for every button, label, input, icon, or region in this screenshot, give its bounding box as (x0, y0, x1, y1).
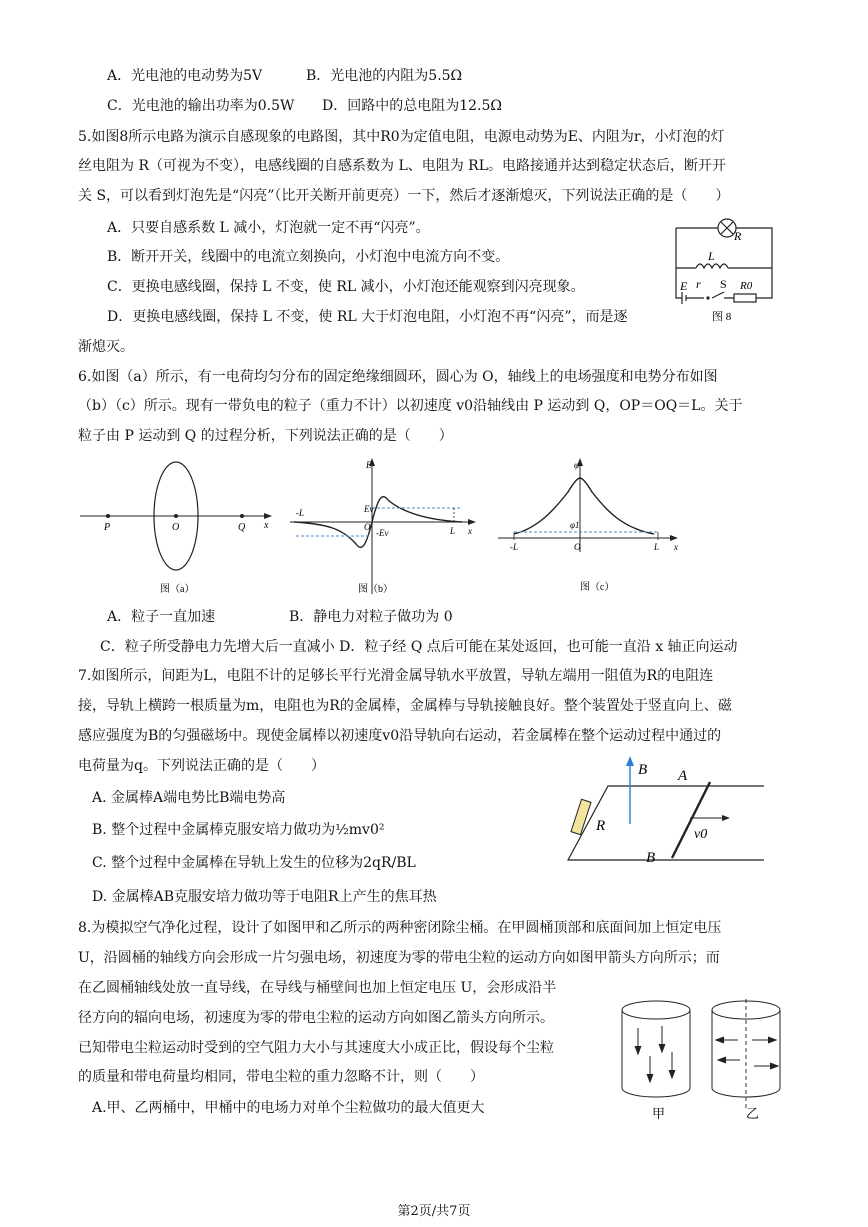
fig-b-y-axis-label: E (366, 460, 372, 470)
q6-option-b: B．静电力对粒子做功为 0 (289, 609, 453, 625)
q5-stem-line2: 丝电阻为 R（可视为不变），电感线圈的自感系数为 L、电阻为 RL。电路接通并达到稳定状态后，断开开 (78, 158, 727, 174)
fig-c-y-axis-label: φ (574, 460, 579, 470)
q7-stem-line4: 电荷量为q。下列说法正确的是（ ） (78, 758, 325, 774)
q7-option-d: D. 金属棒AB克服安培力做功等于电阻R上产生的焦耳热 (92, 889, 437, 905)
figure-b-field (286, 456, 482, 600)
fig-b-x-axis-label: x (468, 526, 472, 536)
q6-stem-line3: 粒子由 P 运动到 Q 的过程分析，下列说法正确的是（ ） (78, 428, 453, 444)
fig-a-x-axis-label: x (264, 520, 269, 531)
q5-stem-line3: 关 S，可以看到灯泡先是“闪亮”（比开关断开前更亮）一下，然后才逐渐熄灭，下列说法正确的是（ ） (78, 188, 730, 204)
fig-c-phi1-label: φ1 (570, 520, 580, 530)
q7-option-a: A. 金属棒A端电势比B端电势高 (92, 790, 286, 806)
fig-c-caption: 图（c） (580, 582, 615, 593)
fig7-end-a-label: A (678, 768, 688, 784)
q6-options-c-d: C．粒子所受静电力先增大后一直减小 D．粒子经 Q 点后可能在某处返回，也可能一直沿 x 轴正向运动 (100, 639, 738, 655)
q4-option-a: A．光电池的电动势为5V (107, 68, 263, 84)
fig-a-caption: 图（a） (160, 584, 195, 595)
fig7-end-b-label: B (646, 850, 656, 866)
page-footer: 第2页/共7页 (397, 1204, 471, 1219)
q5-stem-line1: 5.如图8所示电路为演示自感现象的电路图，其中R0为定值电阻，电源电动势为E、内阻为r，小灯泡的灯 (78, 129, 725, 145)
fig-a-point-o: O (172, 522, 180, 533)
fig8-r0-label: R0 (740, 280, 753, 292)
figure-8-circuit (668, 212, 780, 324)
figure-c-potential (494, 456, 684, 600)
fig-c-l-label: L (654, 542, 660, 552)
q7-stem-line3: 感应强度为B的匀强磁场中。现使金属棒以初速度v0沿导轨向右运动，若金属棒在整个运动过程中通过的 (78, 728, 722, 744)
fig-b-l-label: L (450, 526, 456, 536)
q7-stem-line1: 7.如图所示，间距为L，电阻不计的足够长平行光滑金属导轨水平放置，导轨左端用一阻值为R的电阻连 (78, 668, 714, 684)
q4-option-b: B．光电池的内阻为5.5Ω (306, 68, 463, 84)
q8-stem-line1: 8.为模拟空气净化过程，设计了如图甲和乙所示的两种密闭除尘桶。在甲圆桶顶部和底面间加上恒定电压 (78, 920, 722, 936)
fig8-internal-resistance-label: r (696, 277, 701, 291)
fig8-switch-label: S (720, 277, 727, 291)
fig-b-neg-l-label: -L (296, 508, 305, 518)
fig8-caption: 图 8 (712, 311, 732, 323)
q6-option-a: A．粒子一直加速 (107, 609, 216, 625)
q8-stem-line6: 的质量和带电荷量均相同，带电尘粒的重力忽略不计，则（ ） (78, 1069, 484, 1085)
fig8-jia-caption: 甲 (652, 1106, 666, 1121)
q8-stem-line5: 已知带电尘粒运动时受到的空气阻力大小与其速度大小成正比，假设每个尘粒 (78, 1040, 554, 1056)
fig8-inductor-label: L (708, 249, 715, 263)
q8-stem-line2: U，沿圆桶的轴线方向会形成一片匀强电场，初速度为零的带电尘粒的运动方向如图甲箭头方向所示；而 (78, 950, 720, 966)
q4-option-d: D．回路中的总电阻为12.5Ω (322, 98, 503, 114)
figure-rail-rod (560, 754, 770, 874)
fig-a-point-q: Q (238, 522, 246, 533)
fig7-resistor-label: R (596, 818, 606, 834)
fig-c-x-axis-label: x (674, 542, 678, 552)
q7-stem-line2: 接，导轨上横跨一根质量为m，电阻也为R的金属棒，金属棒与导轨接触良好。整个装置处于竖直向上、磁 (78, 698, 732, 714)
q5-option-d: D．更换电感线圈，保持 L 不变，使 RL 大于灯泡电阻，小灯泡不再“闪亮”，而是逐 (107, 309, 628, 325)
q4-option-c: C．光电池的输出功率为0.5W (107, 98, 295, 114)
fig-b-caption: 图（b） (358, 584, 393, 595)
q6-stem-line1: 6.如图（a）所示，有一电荷均匀分布的固定绝缘细圆环，圆心为 O，轴线上的电场强度和电势分布如图 (78, 369, 718, 385)
fig-b-ev-label: Ev (364, 504, 374, 514)
q7-option-b: B. 整个过程中金属棒克服安培力做功为½mv0² (92, 822, 385, 838)
figure-a-ring (78, 458, 280, 600)
q8-stem-line3: 在乙圆桶轴线处放一直导线，在导线与桶壁间也加上恒定电压 U，会形成沿半 (78, 980, 557, 996)
fig-c-neg-l-label: -L (510, 542, 519, 552)
q5-option-b: B．断开开关，线圈中的电流立刻换向，小灯泡中电流方向不变。 (107, 249, 510, 265)
fig8-emf-label: E (680, 279, 688, 293)
fig8-lamp-label: R (734, 229, 742, 243)
q8-option-a: A.甲、乙两桶中，甲桶中的电场力对单个尘粒做功的最大值更大 (92, 1100, 485, 1116)
fig-b-origin-label: O (364, 522, 371, 532)
fig-a-point-p: P (104, 522, 111, 533)
q8-stem-line4: 径方向的辐向电场，初速度为零的带电尘粒的运动方向如图乙箭头方向所示。 (78, 1010, 554, 1026)
q6-stem-line2: （b）（c）所示。现有一带负电的粒子（重力不计）以初速度 v0沿轴线由 P 运动到 Q，OP＝OQ＝L。关于 (78, 398, 743, 414)
q7-option-c: C. 整个过程中金属棒在导轨上发生的位移为2qR/BL (92, 855, 416, 871)
q5-option-d-cont: 渐熄灭。 (78, 339, 134, 355)
fig7-magnetic-field-label: B (638, 762, 648, 778)
q5-option-a: A．只要自感系数 L 减小，灯泡就一定不再“闪亮”。 (107, 220, 430, 236)
fig7-velocity-label: v0 (694, 827, 708, 842)
fig8-yi-caption: 乙 (746, 1106, 760, 1121)
q5-option-c: C．更换电感线圈，保持 L 不变，使 RL 减小，小灯泡还能观察到闪亮现象。 (107, 279, 585, 295)
fig-c-origin-label: O (574, 542, 581, 552)
figure-dust-cylinders (616, 996, 786, 1126)
fig-b-neg-ev-label: -Ev (376, 528, 389, 538)
